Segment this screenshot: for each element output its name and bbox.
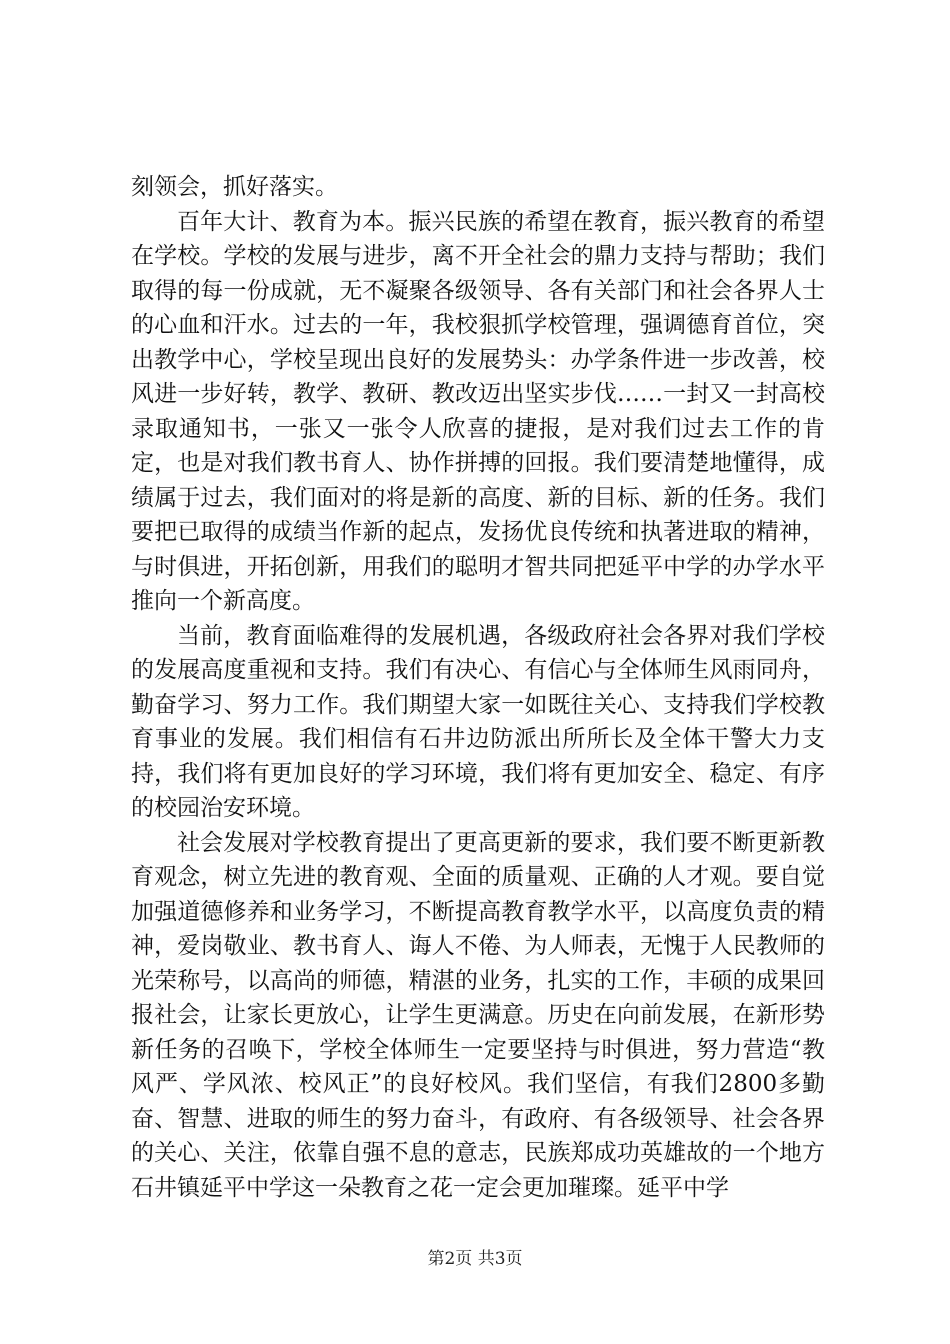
paragraph-4: 社会发展对学校教育提出了更高更新的要求，我们要不断更新教育观念，树立先进的教育观、全面的质量观、正确的人才观。要自觉加强道德修养和业务学习，不断提高教育教学水平，以高度负责的精神，爱岗敬业、教书育人、诲人不倦、为人师表，无愧于人民教师的光荣称号，以高尚的师德，精湛的业务，扎实的工作，丰硕的成果回报社会，让家长更放心，让学生更满意。历史在向前发展，在新形势新任务的召唤下，学校全体师生一定要坚持与时俱进，努力营造“教风严、学风浓、校风正”的良好校风。我们坚信，有我们2800多勤奋、智慧、进取的师生的努力奋斗，有政府、有各级领导、社会各界的关心、关注，依靠自强不息的意志，民族郑成功英雄故的一个地方石井镇延平中学这一朵教育之花一定会更加璀璨。延平中学 xyxy=(131,829,825,1201)
paragraph-2: 百年大计、教育为本。振兴民族的希望在教育，振兴教育的希望在学校。学校的发展与进步，离不开全社会的鼎力支持与帮助；我们取得的每一份成就，无不凝聚各级领导、各有关部门和社会各界人士的心血和汗水。过去的一年，我校狠抓学校管理，强调德育首位，突出教学中心，学校呈现出良好的发展势头：办学条件进一步改善，校风进一步好转，教学、教研、教改迈出坚实步伐……一封又一封高校录取通知书，一张又一张令人欣喜的捷报，是对我们过去工作的肯定，也是对我们教书育人、协作拼搏的回报。我们要清楚地懂得，成绩属于过去，我们面对的将是新的高度、新的目标、新的任务。我们要把已取得的成绩当作新的起点，发扬优良传统和执著进取的精神，与时俱进，开拓创新，用我们的聪明才智共同把延平中学的办学水平推向一个新高度。 xyxy=(131,208,825,614)
page-number-indicator: 第2页 共3页 xyxy=(427,1249,523,1269)
paragraph-3: 当前，教育面临难得的发展机遇，各级政府社会各界对我们学校的发展高度重视和支持。我们有决心、有信心与全体师生风雨同舟，勤奋学习、努力工作。我们期望大家一如既往关心、支持我们学校教育事业的发展。我们相信有石井边防派出所所长及全体干警大力支持，我们将有更加良好的学习环境，我们将有更加安全、稳定、有序的校园治安环境。 xyxy=(131,622,825,821)
paragraph-1: 刻领会，抓好落实。 xyxy=(131,174,338,200)
document-body xyxy=(131,170,825,1205)
page-footer xyxy=(0,1244,950,1269)
